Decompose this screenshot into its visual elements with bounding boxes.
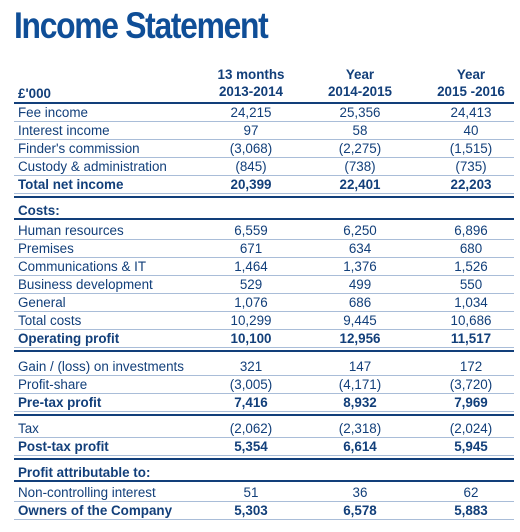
row-value: 5,303 <box>234 503 268 518</box>
table-row <box>14 294 514 312</box>
row-value: 147 <box>348 359 372 374</box>
row-label: Profit-share <box>18 377 88 392</box>
column-header-line2: 2013-2014 <box>218 84 284 99</box>
row-value: 7,969 <box>454 395 488 410</box>
row-value: (3,068) <box>229 141 273 156</box>
table-row <box>14 358 514 376</box>
section-rule <box>14 196 514 198</box>
table-row <box>14 276 514 294</box>
row-label: General <box>18 295 66 310</box>
row-value: 36 <box>352 485 368 500</box>
row-value: (1,515) <box>449 141 493 156</box>
row-label: Communications & IT <box>18 259 146 274</box>
table-row <box>14 140 514 158</box>
row-value: 634 <box>348 241 372 256</box>
row-label: Finder's commission <box>18 141 140 156</box>
column-header-line2: 2015 -2016 <box>437 84 505 99</box>
column-header-2014-2015 <box>300 66 420 100</box>
row-value: 671 <box>239 241 263 256</box>
row-value: 5,354 <box>234 439 268 454</box>
row-label: Human resources <box>18 223 124 238</box>
table-row <box>14 330 514 348</box>
section-rule <box>14 350 514 352</box>
section-rule <box>14 458 514 460</box>
row-value: 6,250 <box>343 223 377 238</box>
row-value: (3,720) <box>449 377 493 392</box>
row-value: 51 <box>243 485 259 500</box>
row-value: 1,526 <box>454 259 488 274</box>
row-label: Total net income <box>18 177 124 192</box>
row-value: 22,203 <box>450 177 492 192</box>
row-value: (735) <box>455 159 487 174</box>
row-value: 22,401 <box>339 177 381 192</box>
row-label: Tax <box>18 421 39 436</box>
row-value: 24,215 <box>230 105 272 120</box>
row-label: Costs: <box>18 203 60 218</box>
table-row <box>14 376 514 394</box>
row-value: 680 <box>459 241 483 256</box>
table-row <box>14 158 514 176</box>
row-value: (2,318) <box>338 421 382 436</box>
column-header-line1: Year <box>456 67 486 82</box>
row-label: Interest income <box>18 123 110 138</box>
column-header-2015-2016 <box>411 66 520 100</box>
table-row <box>14 312 514 330</box>
row-value: 1,034 <box>454 295 488 310</box>
row-value: 11,517 <box>450 331 492 346</box>
row-value: 25,356 <box>339 105 381 120</box>
unit-label: £'000 <box>18 86 51 101</box>
table-row <box>14 176 514 194</box>
section-rule <box>14 414 514 416</box>
row-value: 58 <box>352 123 368 138</box>
row-label: Fee income <box>18 105 88 120</box>
row-label: Profit attributable to: <box>18 465 151 480</box>
table-row <box>14 420 514 438</box>
column-header-line2: 2014-2015 <box>327 84 393 99</box>
row-value: 6,578 <box>343 503 377 518</box>
row-label: Business development <box>18 277 153 292</box>
table-row <box>14 394 514 412</box>
row-value: 172 <box>459 359 483 374</box>
table-row <box>14 464 514 482</box>
column-header-line1: Year <box>345 67 375 82</box>
column-header-2013-2014 <box>191 66 311 100</box>
table-row <box>14 202 514 220</box>
row-value: 1,376 <box>343 259 377 274</box>
row-value: (3,005) <box>229 377 273 392</box>
row-value: 5,883 <box>454 503 488 518</box>
row-value: 7,416 <box>234 395 268 410</box>
row-value: 6,896 <box>454 223 488 238</box>
row-value: 8,932 <box>343 395 377 410</box>
row-value: 20,399 <box>230 177 272 192</box>
row-label: Custody & administration <box>18 159 167 174</box>
row-label: Post-tax profit <box>18 439 109 454</box>
row-value: (738) <box>344 159 376 174</box>
row-value: 6,559 <box>234 223 268 238</box>
row-value: 550 <box>459 277 483 292</box>
row-value: 10,686 <box>450 313 492 328</box>
row-value: 499 <box>348 277 372 292</box>
row-label: Premises <box>18 241 74 256</box>
row-value: 9,445 <box>343 313 377 328</box>
table-row <box>14 122 514 140</box>
row-value: 5,945 <box>454 439 488 454</box>
row-value: 10,299 <box>230 313 272 328</box>
row-value: 686 <box>348 295 372 310</box>
table-row <box>14 484 514 502</box>
table-row <box>14 222 514 240</box>
table-row <box>14 502 514 520</box>
row-label: Gain / (loss) on investments <box>18 359 184 374</box>
row-value: (4,171) <box>338 377 382 392</box>
row-label: Pre-tax profit <box>18 395 102 410</box>
row-label: Operating profit <box>18 331 120 346</box>
row-value: 1,464 <box>234 259 268 274</box>
row-value: (2,275) <box>338 141 382 156</box>
row-label: Non-controlling interest <box>18 485 156 500</box>
table-row <box>14 438 514 456</box>
row-value: 1,076 <box>234 295 268 310</box>
column-header-line1: 13 months <box>217 67 285 82</box>
row-value: 12,956 <box>339 331 381 346</box>
row-value: 97 <box>243 123 259 138</box>
row-value: 40 <box>463 123 479 138</box>
row-value: 10,100 <box>230 331 272 346</box>
table-row <box>14 258 514 276</box>
row-value: 529 <box>239 277 263 292</box>
row-value: 6,614 <box>343 439 377 454</box>
page-title: Income Statement <box>14 5 268 46</box>
row-label: Total costs <box>18 313 82 328</box>
row-value: (2,062) <box>229 421 273 436</box>
row-value: (2,024) <box>449 421 493 436</box>
table-row <box>14 104 514 122</box>
table-row <box>14 240 514 258</box>
row-label: Owners of the Company <box>18 503 173 518</box>
row-value: 321 <box>239 359 263 374</box>
row-value: 62 <box>463 485 479 500</box>
row-value: 24,413 <box>450 105 492 120</box>
row-value: (845) <box>235 159 267 174</box>
